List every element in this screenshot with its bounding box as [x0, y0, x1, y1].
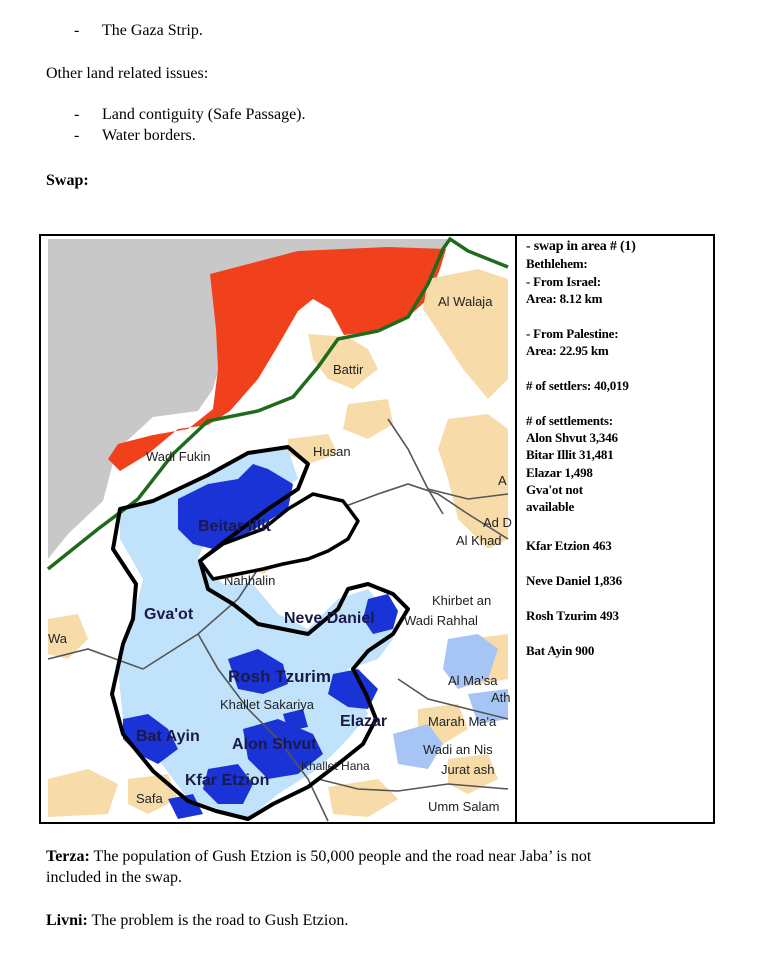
side-line: Area: 8.12 km [526, 291, 603, 306]
label-gva-ot: Gva'ot [144, 606, 194, 623]
bullet-dash: - [74, 106, 80, 123]
bullet-text: Land contiguity (Safe Passage). [102, 106, 306, 123]
side-line: - From Israel: [526, 274, 601, 289]
label-khallet-sakariya: Khallet Sakariya [220, 697, 314, 712]
livni-paragraph [46, 910, 348, 931]
label-elazar: Elazar [340, 713, 388, 730]
terza-text: The population of Gush Etzion is 50,000 people and the road near Jaba’ is not [89, 848, 592, 865]
swap-heading: Swap: [46, 172, 89, 189]
label-al-ma-sa: Al Ma'sa [448, 673, 498, 688]
label-jurat-ash: Jurat ash [441, 762, 495, 777]
terza-paragraph [46, 846, 591, 867]
side-line: - From Palestine: [526, 326, 619, 341]
swap-map-figure [39, 234, 715, 824]
other-issues-heading: Other land related issues: [46, 65, 209, 82]
label-ad-d: Ad D [483, 515, 512, 530]
side-line: - swap in area # (1) [526, 239, 636, 254]
label-marah-ma-a: Marah Ma'a [428, 714, 497, 729]
side-line: Elazar 1,498 [526, 465, 593, 480]
label-husan: Husan [313, 444, 351, 459]
label-al-khad: Al Khad [456, 533, 502, 548]
label-rosh-tzurim: Rosh Tzurim [228, 667, 331, 686]
label-battir: Battir [333, 362, 364, 377]
label-wadi-an-nis: Wadi an Nis [423, 742, 493, 757]
swap-map [48, 239, 512, 821]
label-alon-shvut: Alon Shvut [232, 736, 317, 753]
livni-text: The problem is the road to Gush Etzion. [87, 912, 349, 929]
label-beitar-illit: Beitar Illit [198, 518, 271, 535]
label-al-walaja: Al Walaja [438, 294, 493, 309]
label-neve-daniel: Neve Daniel [284, 610, 375, 627]
label-wadi-rahhal: Wadi Rahhal [404, 613, 478, 628]
bullet-dash: - [74, 22, 80, 39]
label-bat-ayin: Bat Ayin [136, 728, 200, 745]
swap-details-panel [515, 236, 715, 822]
bullet-dash: - [74, 127, 80, 144]
label-kfar-etzion: Kfar Etzion [185, 772, 270, 789]
side-line: # of settlers: 40,019 [526, 378, 629, 393]
label-nahhalin: Nahhalin [224, 573, 276, 588]
livni-speaker: Livni: [46, 912, 88, 929]
bullet-text: The Gaza Strip. [102, 22, 203, 39]
side-line: Area: 22.95 km [526, 343, 609, 358]
side-line: Neve Daniel 1,836 [526, 573, 622, 588]
side-line: Rosh Tzurim 493 [526, 608, 619, 623]
side-line: Bat Ayin 900 [526, 643, 595, 658]
label-ath: Ath [491, 690, 511, 705]
terza-speaker: Terza: [46, 848, 90, 865]
side-line: # of settlements: [526, 413, 613, 428]
side-line: Kfar Etzion 463 [526, 538, 612, 553]
label-safa: Safa [136, 791, 163, 806]
side-line: Bethlehem: [526, 256, 588, 271]
side-line: Alon Shvut 3,346 [526, 430, 618, 445]
label-khirbet-an: Khirbet an [432, 593, 492, 608]
side-line: Gva'ot not [526, 482, 583, 497]
bullet-text: Water borders. [102, 127, 196, 144]
side-line: available [526, 499, 575, 514]
side-line: Bitar Illit 31,481 [526, 447, 614, 462]
label-khallet-hana: Khallet Hana [301, 759, 370, 773]
label-wa-frag: Wa [48, 631, 68, 646]
label-wadi-fukin: Wadi Fukin [146, 449, 211, 464]
label-a-frag: A [498, 473, 507, 488]
label-umm-salam: Umm Salam [428, 799, 500, 814]
terza-paragraph-line2: included in the swap. [46, 869, 182, 886]
